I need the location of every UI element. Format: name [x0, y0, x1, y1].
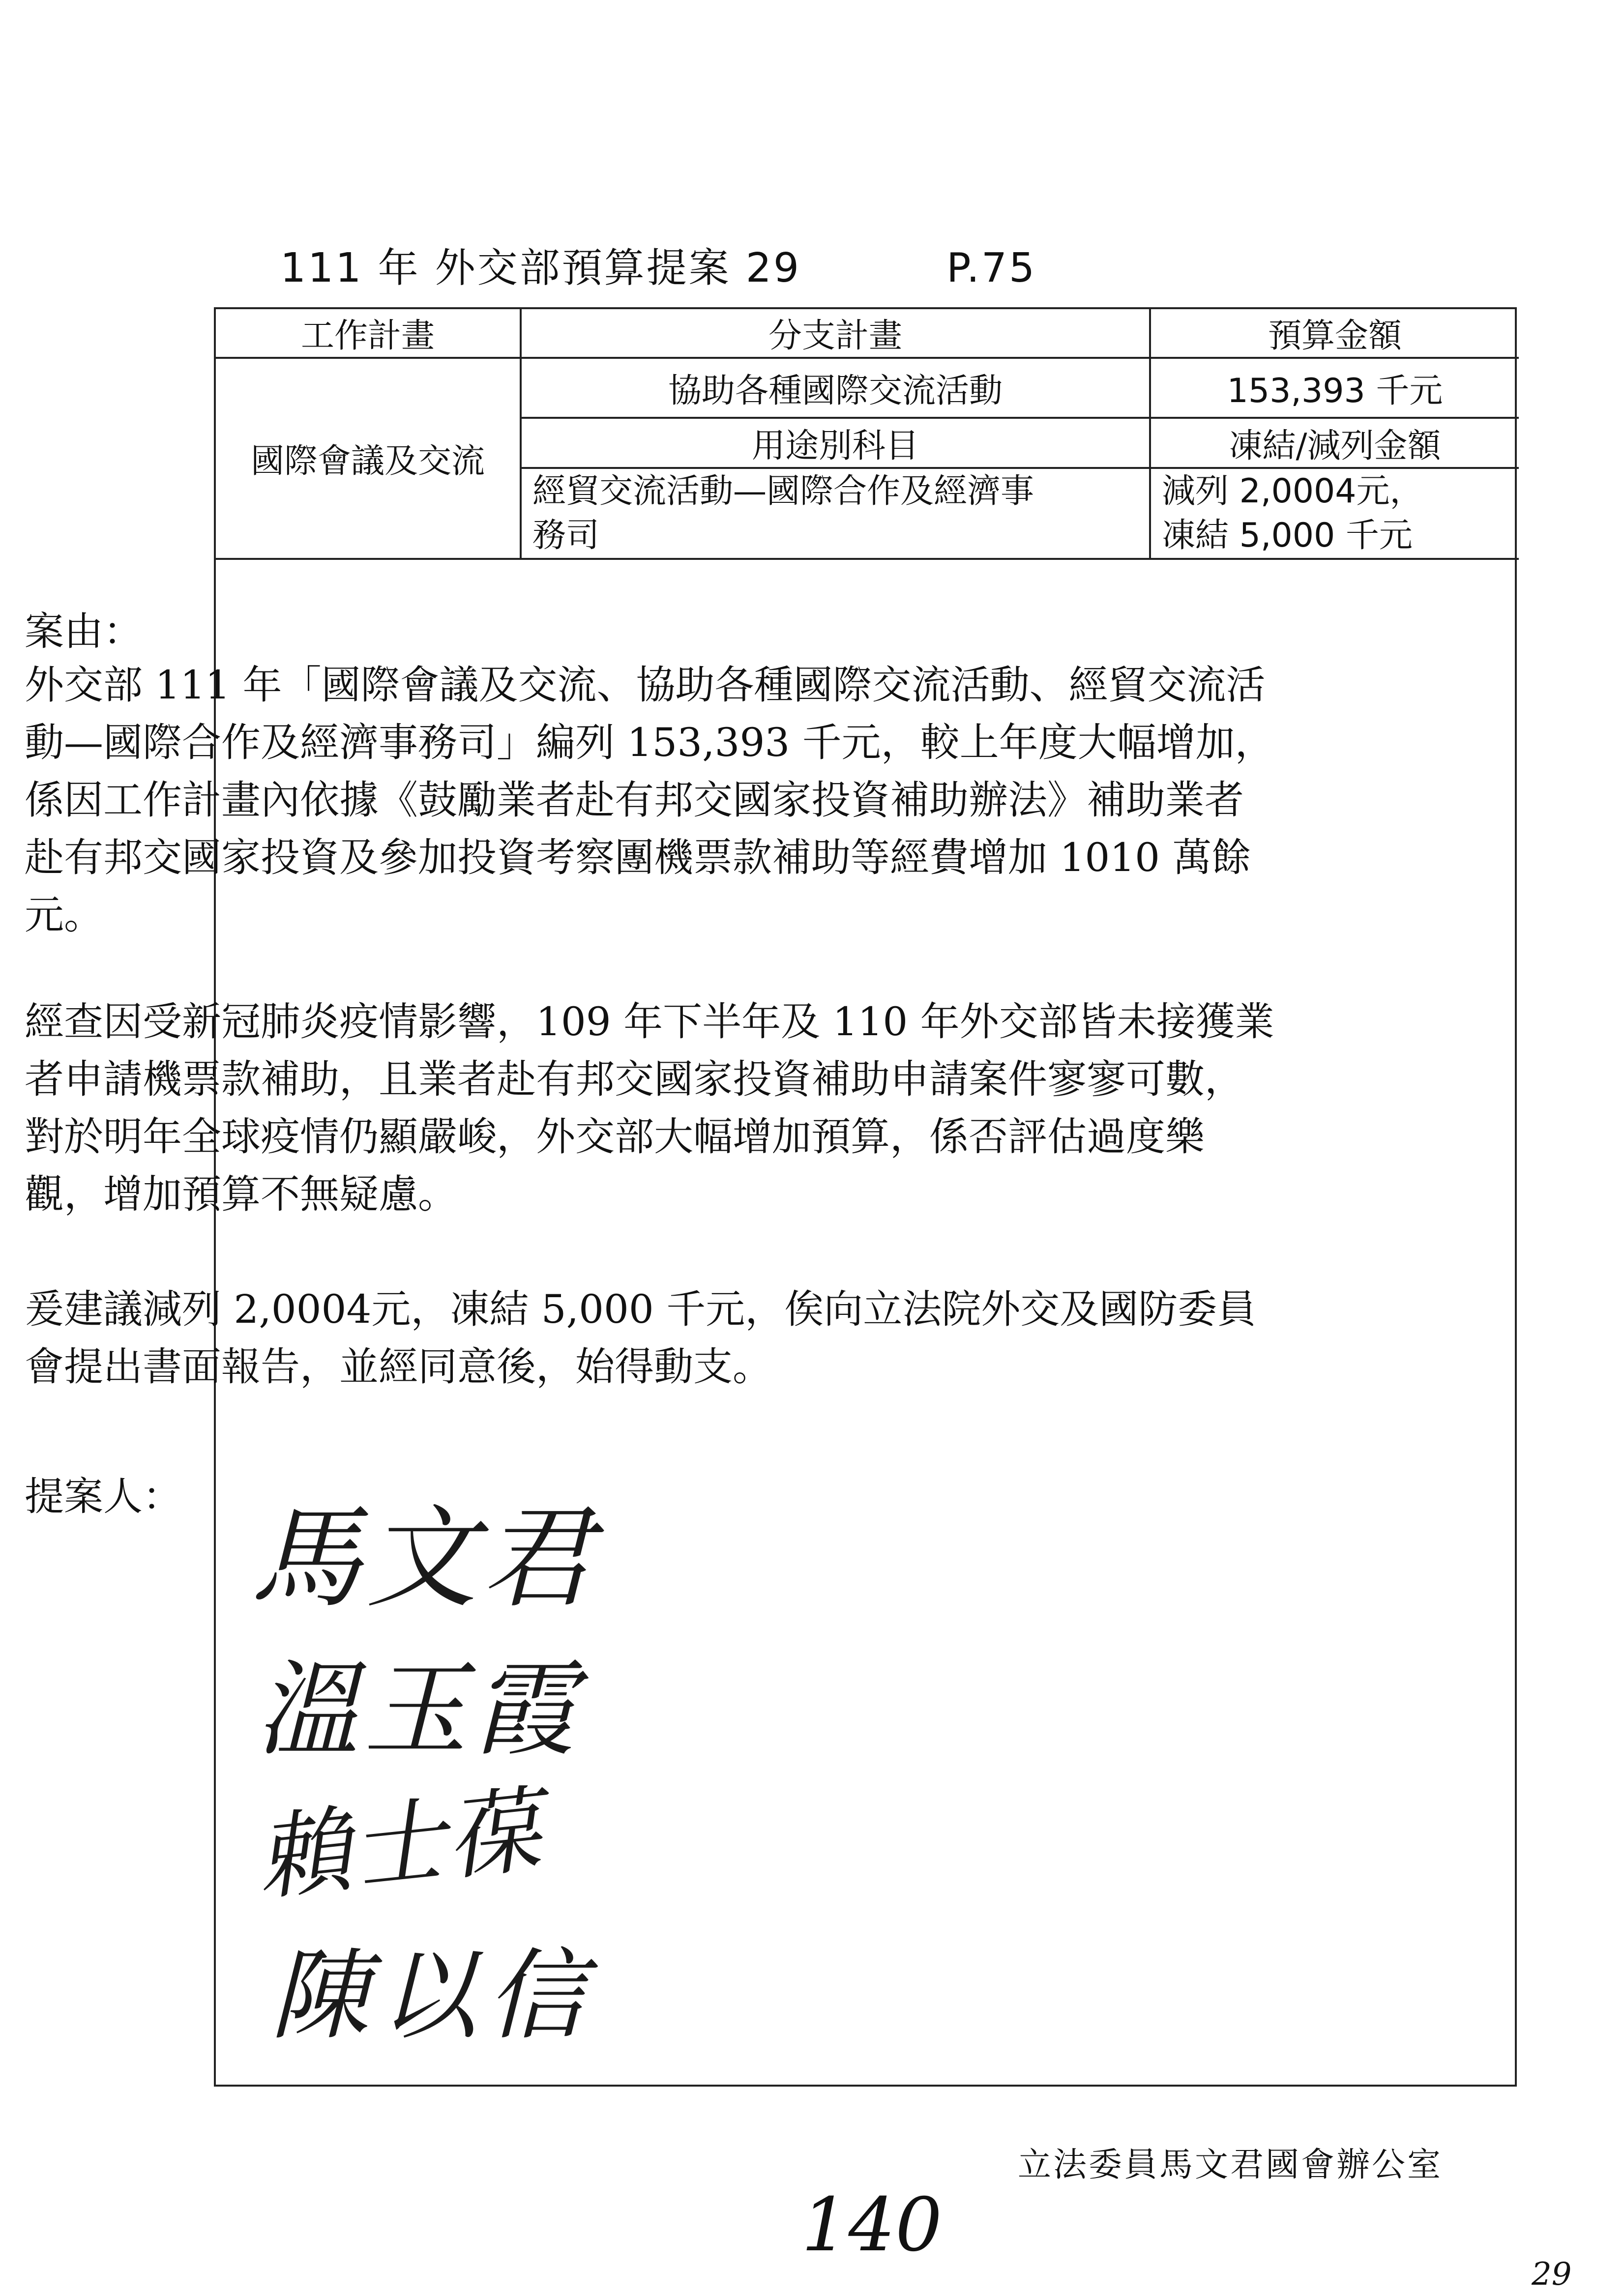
header-branch-plan: 分支計畫 [521, 309, 1150, 358]
item-value [521, 468, 1150, 559]
reason-paragraph-2: 經查因受新冠肺炎疫情影響，109 年下半年及 110 年外交部皆未接獲業者申請機票款補助，且業者赴有邦交國家投資補助申請案件寥寥可數，對於明年全球疫情仍顯嚴峻，外交部大幅增加預算，係否評估過度樂觀，增加預算不無疑慮。 [25, 999, 1274, 1217]
reason-paragraph-1: 外交部 111 年「國際會議及交流、協助各種國際交流活動、經貿交流活動—國際合作及經濟事務司」編列 153,393 千元，較上年度大幅增加，係因工作計畫內依據《鼓勵業者赴有邦交國家投資補助辦法》補助業者赴有邦交國家投資及參加投資考察團機票款補助等經費增加 1010 萬餘元。 [25, 662, 1274, 938]
reason-label: 案由： [25, 609, 143, 654]
branch-plan-value: 協助各種國際交流活動 [521, 358, 1150, 418]
freeze-cut-value [1150, 468, 1519, 559]
proposal-title: 111 年 外交部預算提案 29 [280, 245, 801, 291]
header-item: 用途別科目 [521, 418, 1150, 468]
signature-3: 賴士葆 [251, 1775, 548, 1914]
work-plan-value: 國際會議及交流 [216, 358, 521, 559]
budget-amount-value: 153,393 千元 [1150, 358, 1519, 418]
proposer-label: 提案人： [25, 1474, 182, 1519]
item-line-2: 務司 [532, 516, 600, 555]
reason-paragraph-3: 爰建議減列 2,0004元，凍結 5,000 千元，俟向立法院外交及國防委員會提出書面報告，並經同意後，始得動支。 [25, 1286, 1257, 1390]
cut-amount: 減列 2,0004元， [1162, 471, 1423, 511]
page-reference: P.75 [946, 245, 1037, 291]
handwritten-page-number: 140 [801, 2182, 943, 2268]
document-header [280, 236, 1054, 293]
header-budget: 預算金額 [1150, 309, 1519, 358]
signature-4: 陳以信 [270, 1939, 595, 2053]
header-work-plan: 工作計畫 [216, 309, 521, 358]
signature-1: 馬文君 [251, 1494, 597, 1623]
signature-2: 溫玉霞 [256, 1650, 581, 1770]
office-name: 立法委員馬文君國會辦公室 [1018, 2146, 1443, 2184]
corner-mark: 29 [1532, 2256, 1572, 2293]
freeze-amount: 凍結 5,000 千元 [1162, 516, 1413, 555]
item-line-1: 經貿交流活動—國際合作及經濟事 [532, 471, 1034, 511]
header-freeze-cut: 凍結/減列金額 [1150, 418, 1519, 468]
budget-table [216, 309, 1519, 560]
